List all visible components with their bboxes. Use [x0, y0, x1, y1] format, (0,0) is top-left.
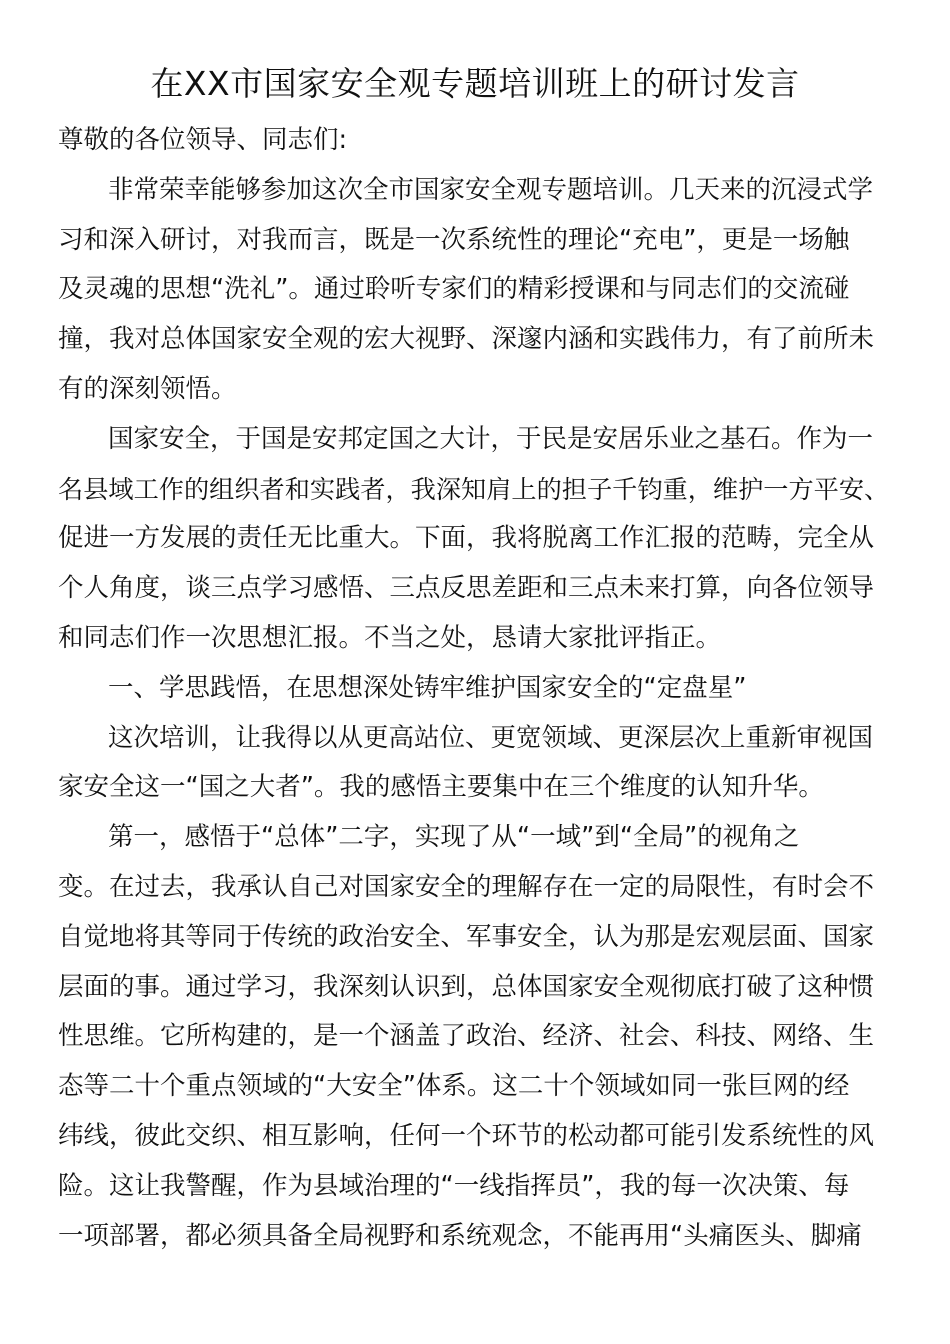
body-line: 险。这让我警醒，作为县域治理的“一线指挥员”，我的每一次决策、每 — [58, 1170, 850, 1201]
body-line: 尊敬的各位领导、同志们: — [58, 125, 348, 155]
body-line: 一、学思践悟，在思想深处铸牢维护国家安全的“定盘星” — [108, 672, 747, 703]
document-title: 在XX市国家安全观专题培训班上的研讨发言 — [150, 64, 800, 103]
body-line: 和同志们作一次思想汇报。不当之处，恳请大家批评指正。 — [58, 622, 722, 653]
body-line: 撞，我对总体国家安全观的宏大视野、深邃内涵和实践伟力，有了前所未 — [58, 324, 875, 355]
body-line: 个人角度，谈三点学习感悟、三点反思差距和三点未来打算，向各位领导 — [58, 573, 875, 604]
body-line: 促进一方发展的责任无比重大。下面，我将脱离工作汇报的范畴，完全从 — [58, 523, 875, 554]
body-line: 态等二十个重点领域的“大安全”体系。这二十个领域如同一张巨网的经 — [58, 1071, 850, 1102]
body-line: 纬线，彼此交织、相互影响，任何一个环节的松动都可能引发系统性的风 — [58, 1120, 875, 1151]
body-line: 变。在过去，我承认自己对国家安全的理解存在一定的局限性，有时会不 — [58, 871, 875, 902]
body-line: 层面的事。通过学习，我深刻认识到，总体国家安全观彻底打破了这种惯 — [58, 971, 875, 1002]
body-line: 国家安全，于国是安邦定国之大计，于民是安居乐业之基石。作为一 — [108, 423, 874, 454]
document-body — [58, 116, 890, 1261]
body-line: 及灵魂的思想“洗礼”。通过聆听专家们的精彩授课和与同志们的交流碰 — [58, 274, 850, 305]
body-line: 名县域工作的组织者和实践者，我深知肩上的担子千钧重，维护一方平安、 — [58, 474, 890, 504]
body-line: 有的深刻领悟。 — [58, 373, 237, 404]
body-line: 家安全这一“国之大者”。我的感悟主要集中在三个维度的认知升华。 — [58, 772, 824, 803]
body-line: 自觉地将其等同于传统的政治安全、军事安全，认为那是宏观层面、国家 — [58, 921, 875, 952]
body-line: 性思维。它所构建的，是一个涵盖了政治、经济、社会、科技、网络、生 — [58, 1021, 875, 1052]
body-line: 这次培训，让我得以从更高站位、更宽领域、更深层次上重新审视国 — [108, 722, 874, 753]
body-line: 习和深入研讨，对我而言，既是一次系统性的理论“充电”，更是一场触 — [58, 224, 850, 255]
body-line: 第一，感悟于“总体”二字，实现了从“一域”到“全局”的视角之 — [108, 822, 800, 853]
body-line: 非常荣幸能够参加这次全市国家安全观专题培训。几天来的沉浸式学 — [108, 174, 874, 205]
body-line: 一项部署，都必须具备全局视野和系统观念，不能再用“头痛医头、脚痛 — [58, 1220, 862, 1251]
